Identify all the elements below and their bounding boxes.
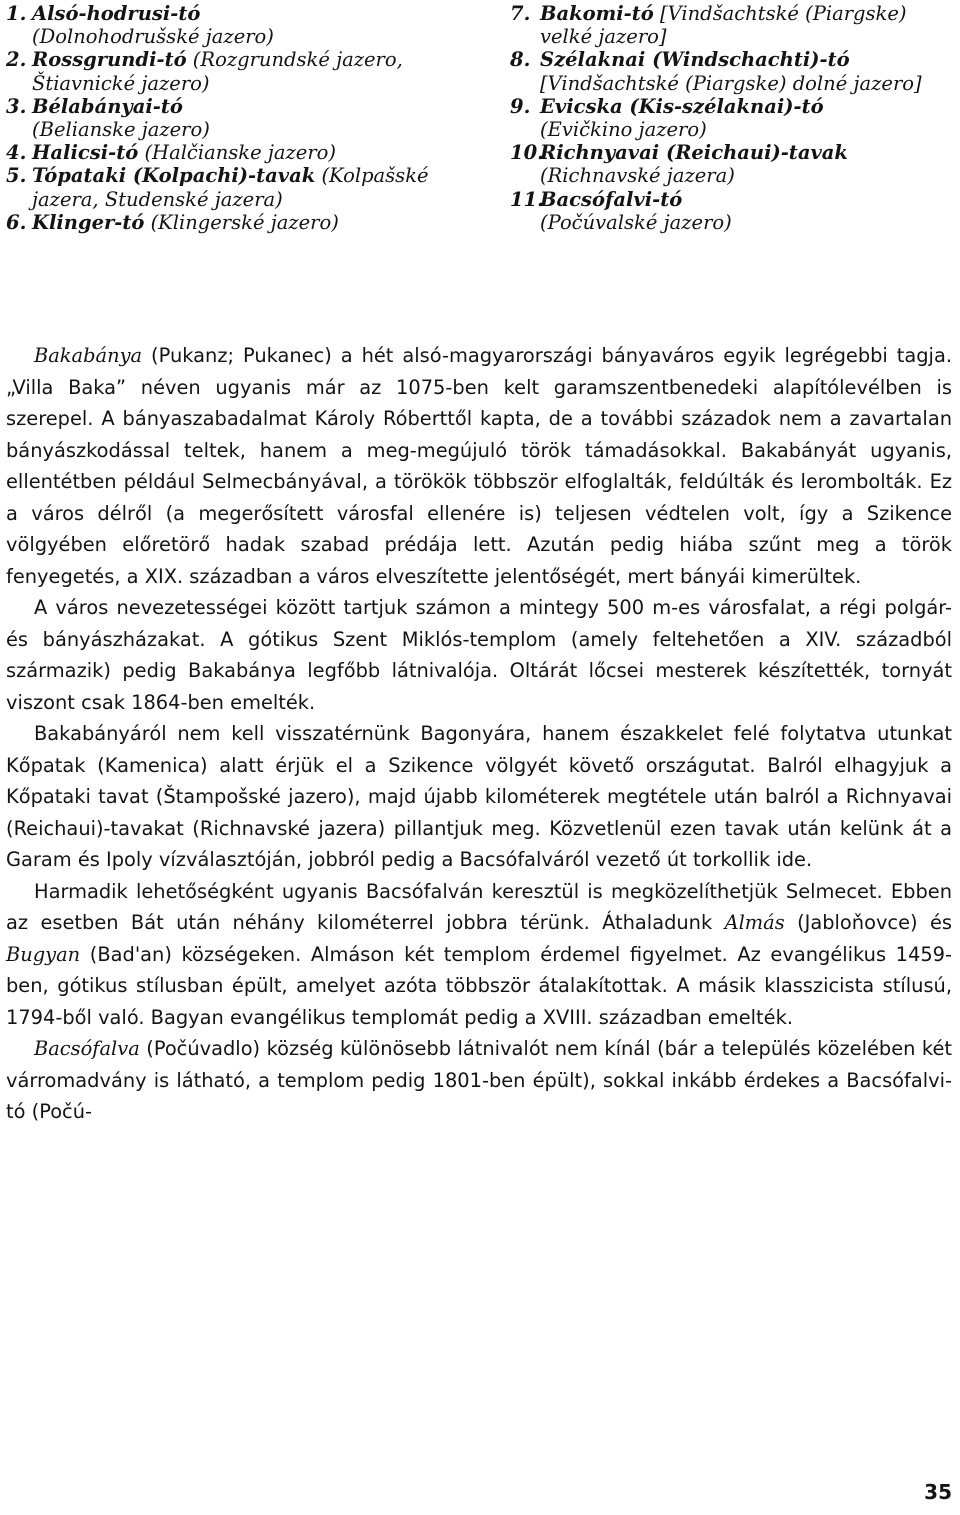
paragraph [6,1033,952,1128]
legend-alt-name: (Kolpašské jazera, Studenské jazera) [32,164,429,211]
place-name: Bugyan [6,942,81,966]
legend-alt-name: (Halčianske jazero) [144,141,336,165]
legend-column-right [510,2,956,234]
legend-alt-name: (Klingerské jazero) [150,210,339,234]
legend-number: 1. [6,2,27,25]
legend-number: 4. [6,141,27,165]
legend-number: 6. [6,210,27,234]
legend-item [6,2,476,48]
legend-alt-name: [Vindšachtské (Piargske) velké jazero] [540,2,907,49]
paragraph-text: Harmadik lehetőségként ugyanis Bacsófalván keresztül is megközelíthetjük Selmecet. Ebben az esetben Bát után néhány kilométerrel jobbra térünk. Áthaladunk [6,879,952,934]
legend-alt-name: (Richnavské jazera) [540,164,735,188]
place-name: Almás [724,911,785,934]
legend-name: Evicska (Kis-szélaknai)-tó [540,94,824,118]
paragraph-text: (Pukanz; Pukanec) a hét alsó-magyarországi bányaváros egyik legrégebbi tagja. „Villa Baka” néven ugyanis már az 1075-ben kelt garamszentbenedeki alapítólevélben is szerepel. A bányaszabadalmat Károly Róberttől kapta, de a további századok nem a zavartalan bányászkodással teltek, hanem a meg-megújuló török támadásokkal. Bakabányát ugyanis, ellentétben például Selmecbányával, a törökök többször elfoglalták, feldúlták és lerombolták. Ez a város délről (a megerősített városfal ellenére is) teljesen védtelen volt, így a Szikence völgyében előretörő hadak szabad prédája lett. Azután pedig hiába szűnt meg a török fenyegetés, a XIX. században a város elveszítette jelentőségét, mert bányái kimerültek. [6,344,952,588]
legend-item [6,164,476,210]
legend-name: Klinger-tó [32,210,145,234]
legend-item [510,48,956,94]
legend-number: 10. [510,141,544,165]
paragraph [6,340,952,592]
paragraph-text: (Bad'an) községeken. Almáson két templom érdemel figyelmet. Az evangélikus 1459-ben, gótikus stílusban épült, amelyet azóta többször átalakítottak. A másik klasszicista stílusú, 1794-ből való. Bagyan evangélikus templomát pedig a XVIII. században emelték. [6,942,952,1029]
legend-number: 9. [510,94,531,118]
legend-column-left [6,2,476,234]
legend-item [6,95,476,141]
legend-alt-name: (Počúvalské jazero) [540,210,732,234]
legend-name: Bélabányai-tó [32,94,183,118]
legend-name: Bakomi-tó [540,2,654,25]
legend-number: 3. [6,94,27,118]
legend-name: Tópataki (Kolpachi)-tavak [32,164,316,188]
legend-name: Alsó-hodrusi-tó [32,2,201,25]
legend-item [510,95,956,141]
legend-name: Richnyavai (Reichaui)-tavak [540,141,848,165]
legend-item [6,141,476,164]
legend-number: 5. [6,164,27,188]
legend-number: 7. [510,2,531,25]
legend-number: 8. [510,48,531,72]
legend-item [510,2,956,48]
place-name: Bacsófalva [34,1037,140,1060]
paragraph-text: (Počúvadlo) község különösebb látnivalót nem kínál (bár a település közelében két várromadvány is látható, a templom pedig 1801-ben épült), sokkal inkább érdekes a Bacsófalvi-tó (Počú- [6,1037,952,1123]
page-number: 35 [924,1480,952,1504]
place-name: Bakabánya [34,344,143,367]
legend-item [510,188,956,234]
paragraph-text: A város nevezetességei között tartjuk számon a mintegy 500 m-es városfalat, a régi polgár- és bányászházakat. A gótikus Szent Miklós-templom (amely feltehetően a XIV. századból származik) pedig Bakabánya legfőbb látnivalója. Oltárát lőcsei mesterek készítették, tornyát viszont csak 1864-ben emelték. [6,596,952,714]
legend-number: 2. [6,48,27,72]
legend-item [6,211,476,234]
legend-name: Rossgrundi-tó [32,48,187,72]
paragraph-text: (Jabloňovce) és [784,911,952,934]
legend-alt-name: (Rozgrundské jazero, Štiavnické jazero) [32,48,403,95]
legend-alt-name: (Evičkino jazero) [540,118,707,142]
legend-item [6,48,476,94]
paragraph-text: Bakabányáról nem kell visszatérnünk Bagonyára, hanem északkelet felé folytatva utunkat Kőpatak (Kamenica) alatt érjük el a Szikence völgyét követő országutat. Balról elhagyjuk a Kőpataki tavat (Štampošské jazero), majd újabb kilométerek megtétele után balról a Richnyavai (Reichaui)-tavakat (Richnavské jazera) pillantjuk meg. Közvetlenül ezen tavak után kelünk át a Garam és Ipoly vízválasztóján, jobbról pedig a Bacsófalváról vezető út torkollik ide. [6,722,952,871]
legend-item [510,141,956,187]
lake-legend [6,2,956,302]
legend-alt-name: [Vindšachtské (Piargske) dolné jazero] [540,71,922,95]
legend-name: Halicsi-tó [32,141,139,165]
legend-alt-name: (Dolnohodrušské jazero) [32,25,274,49]
legend-name: Szélaknai (Windschachti)-tó [540,48,850,72]
legend-name: Bacsófalvi-tó [540,187,683,211]
paragraph [6,592,952,718]
body-text [6,340,952,1128]
paragraph [6,718,952,876]
paragraph [6,876,952,1034]
legend-alt-name: (Belianske jazero) [32,118,210,142]
legend-number: 11. [510,187,544,211]
